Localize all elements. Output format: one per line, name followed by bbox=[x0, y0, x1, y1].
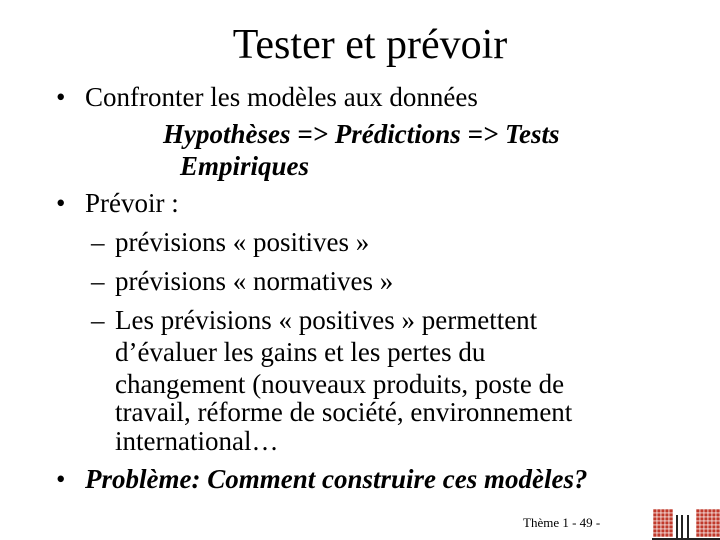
dash-icon: – bbox=[91, 305, 105, 335]
bullet-text-probleme: Problème: Comment construire ces modèles? bbox=[85, 464, 588, 494]
bullet-icon: • bbox=[56, 188, 66, 218]
sub-item-line-4: travail, réforme de société, environnement bbox=[115, 397, 573, 427]
slide-title: Tester et prévoir bbox=[232, 22, 508, 68]
dash-icon: – bbox=[91, 266, 105, 296]
sub-item-normatives: prévisions « normatives » bbox=[115, 266, 394, 296]
building-logo-icon bbox=[652, 507, 720, 540]
page-number-label: Thème 1 - 49 - bbox=[523, 515, 601, 530]
sub-item-line-2: d’évaluer les gains et les pertes du bbox=[115, 337, 486, 367]
bullet-icon: • bbox=[56, 464, 66, 494]
sub-item-line-3: changement (nouveaux produits, poste de bbox=[115, 369, 565, 399]
sub-item-line-1: Les prévisions « positives » permettent bbox=[115, 305, 538, 335]
bullet-icon: • bbox=[56, 82, 66, 112]
sub-item-positives: prévisions « positives » bbox=[115, 227, 370, 257]
empiriques-line: Empiriques bbox=[180, 151, 310, 181]
hypotheses-line: Hypothèses => Prédictions => Tests bbox=[163, 119, 560, 149]
dash-icon: – bbox=[91, 227, 105, 257]
bullet-text-prevoir: Prévoir : bbox=[85, 188, 179, 218]
sub-item-line-5: international… bbox=[115, 426, 279, 456]
bullet-text-confronter: Confronter les modèles aux données bbox=[85, 82, 478, 112]
